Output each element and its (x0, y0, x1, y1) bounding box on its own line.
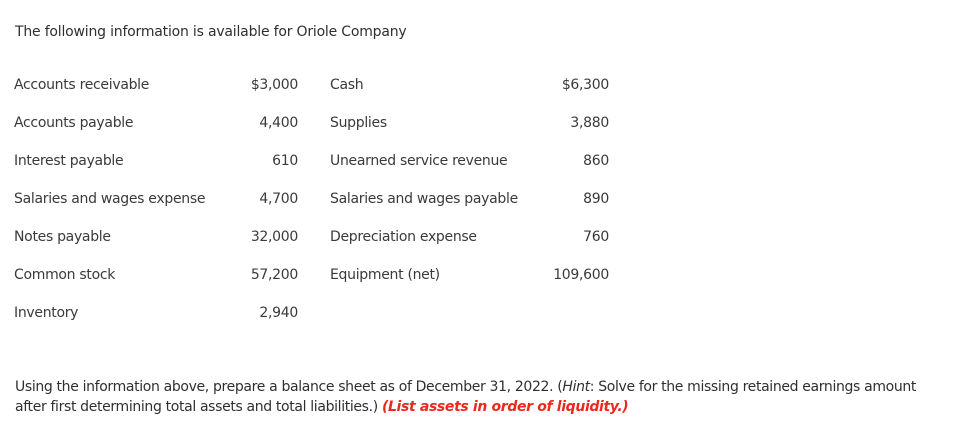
instruction-text (15, 377, 945, 417)
table-row (14, 218, 609, 256)
account-value: 610 (272, 153, 298, 169)
account-value: 2,940 (259, 305, 298, 321)
column-gap (298, 66, 330, 104)
account-name: Unearned service revenue (330, 153, 508, 169)
account-value: 4,400 (259, 115, 298, 131)
account-name (330, 294, 538, 332)
account-value (538, 294, 609, 332)
account-value: $3,000 (250, 77, 298, 93)
account-value: 57,200 (250, 267, 298, 283)
accounts-table (14, 66, 609, 332)
instruction-main: Using the information above, prepare a balance sheet as of December 31, 2022. ( (15, 379, 563, 395)
account-name: Depreciation expense (330, 229, 477, 245)
column-gap (298, 142, 330, 180)
column-gap (298, 218, 330, 256)
account-name: Supplies (330, 115, 387, 131)
hint-label: Hint (562, 379, 590, 395)
account-name: Accounts payable (14, 115, 134, 131)
column-gap (298, 294, 330, 332)
account-value: 3,880 (570, 115, 609, 131)
liquidity-note: (List assets in order of liquidity.) (381, 399, 629, 415)
table-row (14, 180, 609, 218)
account-name: Salaries and wages expense (14, 191, 206, 207)
account-name: Interest payable (14, 153, 124, 169)
account-name: Notes payable (14, 229, 111, 245)
table-row (14, 294, 609, 332)
account-value: 109,600 (553, 267, 609, 283)
column-gap (298, 256, 330, 294)
account-value: $6,300 (561, 77, 609, 93)
account-name: Equipment (net) (330, 267, 440, 283)
account-name: Inventory (14, 305, 79, 321)
account-value: 4,700 (259, 191, 298, 207)
table-row (14, 256, 609, 294)
hint-text: : Solve for the missing retained earnings amount after first determining total assets and total liabilities.) (15, 379, 917, 415)
account-name: Common stock (14, 267, 116, 283)
account-value: 32,000 (250, 229, 298, 245)
column-gap (298, 180, 330, 218)
account-name: Salaries and wages payable (330, 191, 518, 207)
account-value: 860 (583, 153, 609, 169)
table-row (14, 104, 609, 142)
account-value: 760 (583, 229, 609, 245)
account-name: Accounts receivable (14, 77, 150, 93)
table-row (14, 66, 609, 104)
table-row (14, 142, 609, 180)
account-value: 890 (583, 191, 609, 207)
column-gap (298, 104, 330, 142)
intro-text: The following information is available for Oriole Company (15, 24, 407, 40)
account-name: Cash (330, 77, 364, 93)
